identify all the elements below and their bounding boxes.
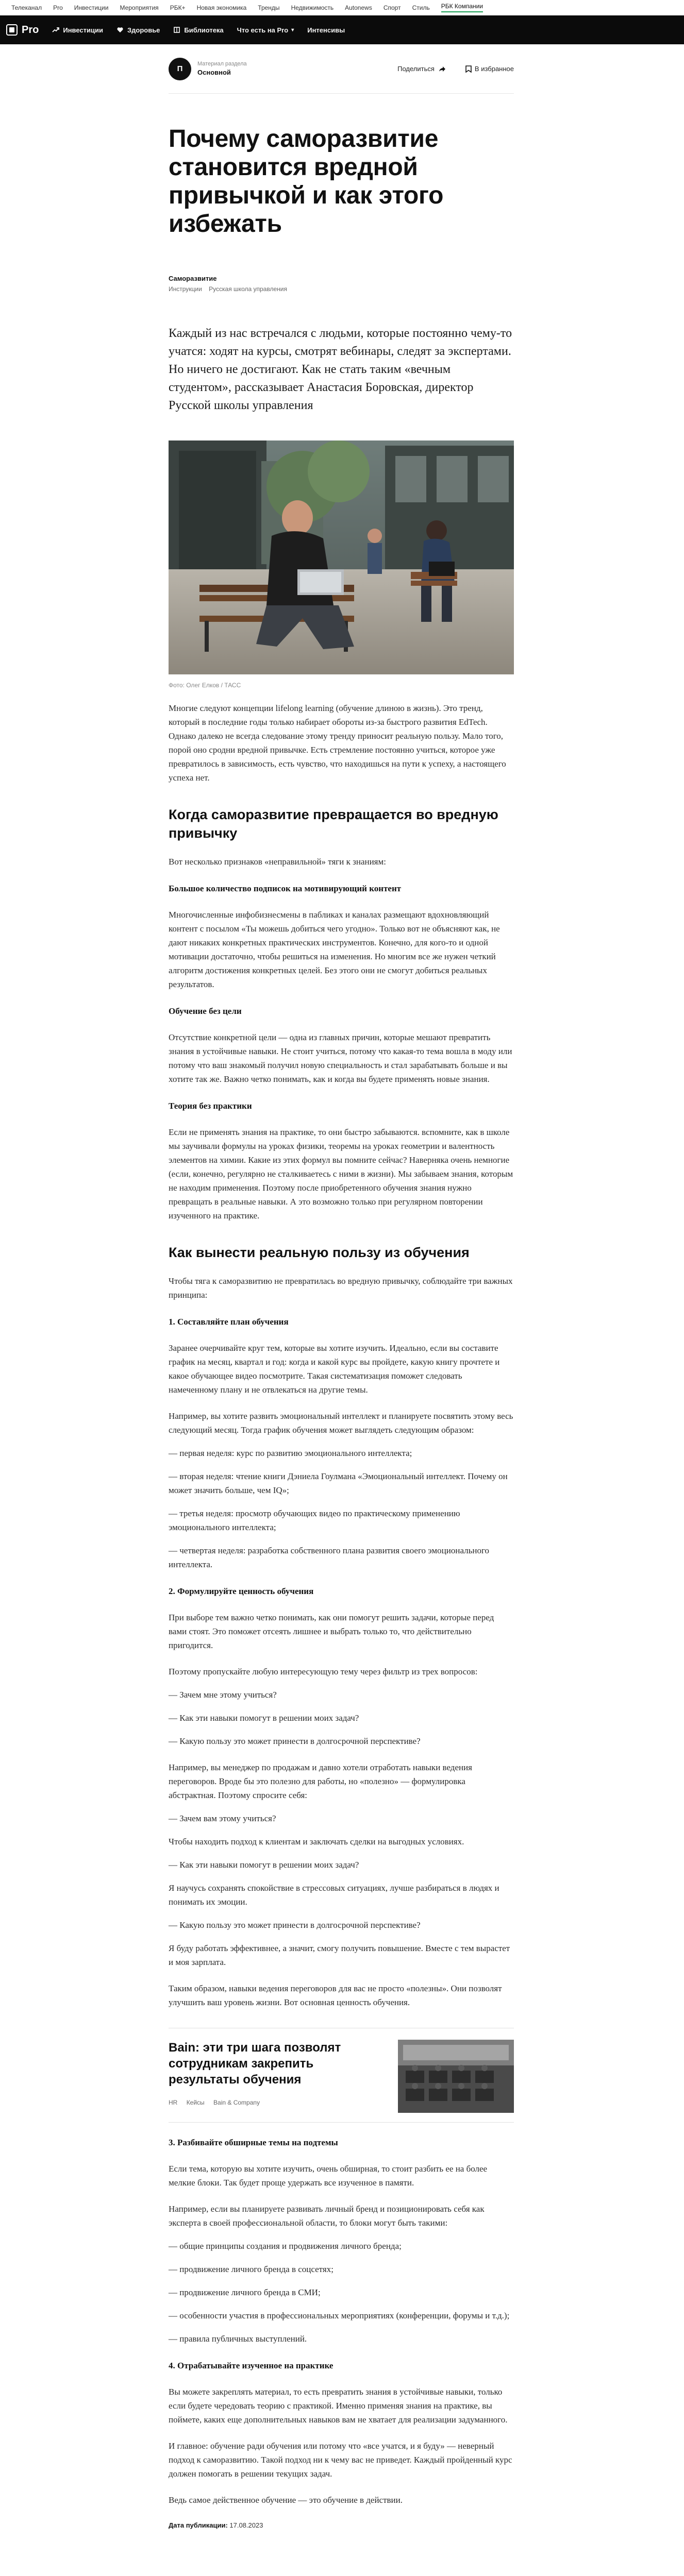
paragraph: Я буду работать эффективнее, а значит, смогу получить повышение. Вместе с тем вырастет и моя зарплата.: [169, 1943, 510, 1967]
rubric-meta: [197, 60, 397, 77]
list-item: — третья неделя: просмотр обучающих видео по практическому применению эмоционального интеллекта;: [169, 1509, 460, 1532]
article-lead: Каждый из нас встречался с людьми, которые постоянно чему-то учатся: ходят на курсы, смотрят вебинары, следят за экспертами. Но ничего не достигают. Как не стать таким «вечным студентом», рассказывает Анастасия Боровская, директор Русской школы управления: [169, 327, 512, 412]
top-nav: [0, 0, 684, 15]
article-photo: [169, 440, 514, 674]
subheading: 2. Формулируйте ценность обучения: [169, 1586, 314, 1596]
paragraph: И главное: обучение ради обучения или потому что «все учатся, и я буду» — неверный подход к саморазвитию. Такой подход ни к чему вас не приведет. Каждый пройденный курс должен помогать в решении текущих задач.: [169, 2441, 512, 2479]
rubric-name[interactable]: Основной: [197, 69, 231, 76]
pro-menu-label: Инвестиции: [63, 26, 103, 34]
pro-logo-text: Pro: [22, 24, 39, 36]
article: [169, 44, 514, 2529]
question-item: — Зачем мне этому учиться?: [169, 1690, 277, 1700]
article-title: Почему саморазвитие становится вредной привычкой и как этого избежать: [169, 125, 444, 238]
subheading: 3. Разбивайте обширные темы на подтемы: [169, 2138, 338, 2147]
pro-menu-intensives[interactable]: [307, 26, 345, 34]
paragraph: Если не применять знания на практике, то они быстро забываются. вспомните, как в школе мы заучивали формулы на уроках физики, теоремы на уроках геометрии и валентность элементов на химии. Какие из этих формул вы помните сейчас? Наверняка очень немногие (если, конечно, регулярно не сталкиваетесь с ними в жизни). Мы забываем знания, которым не находим применения. Поэтому после приобретенного обучения знания нужно превращать в реальные навыки. А это возможно только при регулярном повторении изученного на практике.: [169, 1127, 513, 1221]
subheading: Теория без практики: [169, 1101, 252, 1111]
share-arrow-icon: [439, 65, 446, 73]
top-nav-link[interactable]: Недвижимость: [291, 4, 334, 11]
publication-date-value: 17.08.2023: [229, 2521, 263, 2529]
related-tag[interactable]: HR: [169, 2099, 178, 2106]
pro-menu-label: Интенсивы: [307, 26, 345, 34]
paragraph: Заранее очерчивайте круг тем, которые вы хотите изучить. Идеально, если вы составите график на месяц, квартал и год: когда и какой курс вы пройдете, какую книгу прочтете и какое обучающее видео посмотрите. Такая систематизация поможет следовать намеченному плану и не отвлекаться на другие темы.: [169, 1343, 500, 1395]
paragraph: Вы можете закреплять материал, то есть превратить знания в устойчивые навыки, только если будете чередовать теорию с практикой. Именно применяя знания на практике, вы поймете, каких еще дополнительных навыков вам не хватает для реализации задуманного.: [169, 2387, 508, 2425]
paragraph: Отсутствие конкретной цели — одна из главных причин, которые мешают превратить знания в устойчивые навыки. Не стоит учиться, потому что какая-то тема вошла в моду или потому что ваш знакомый получил новую специальность и стал зарабатывать больше и вы хотите так же. Важно четко понимать, как и когда вы будете применять новые знания.: [169, 1032, 512, 1084]
list-item: — вторая неделя: чтение книги Дэниела Гоулмана «Эмоциональный интеллект. Почему он может значить больше, чем IQ»;: [169, 1471, 508, 1495]
pro-menu-label: Библиотека: [184, 26, 224, 34]
photo-credit: Фото: Олег Елков / ТАСС: [169, 682, 241, 689]
top-nav-link[interactable]: Стиль: [412, 4, 430, 11]
pro-menu-library[interactable]: [173, 26, 223, 34]
author-name[interactable]: Саморазвитие: [169, 275, 217, 282]
top-nav-link[interactable]: Pro: [53, 4, 63, 11]
top-nav-link[interactable]: Телеканал: [11, 4, 42, 11]
paragraph: Например, если вы планируете развивать личный бренд и позиционировать себя как эксперта в своей профессиональной области, то блоки могут быть такими:: [169, 2204, 485, 2228]
top-nav-link[interactable]: Инвестиции: [74, 4, 109, 11]
growth-icon: [52, 26, 59, 33]
top-nav-link[interactable]: Спорт: [383, 4, 401, 11]
subheading: 1. Составляйте план обучения: [169, 1317, 289, 1327]
paragraph: Многочисленные инфобизнесмены в пабликах и каналах размещают вдохновляющий контент с посылом «Ты можешь добиться чего угодно». Только вот не объясняют как, не дают никаких конкретных практических инструментов. Конечно, для кого-то и одной мотивации достаточно, чтобы решиться на изменения. Но многим все же нужен четкий алгоритм достижения конкретных целей. Без этого они не смогут добиться реальных результатов.: [169, 910, 500, 989]
author-tags: [169, 284, 514, 294]
related-article-text: [169, 2040, 398, 2113]
paragraph: Вот несколько признаков «неправильной» тяги к знаниям:: [169, 857, 386, 867]
paragraph: Например, вы менеджер по продажам и давно хотели отработать навыки ведения переговоров. Вроде бы это полезно для работы, но «полезно» — формулировка абстрактная. Поэтому спросите себя:: [169, 1762, 472, 1800]
list-item: — продвижение личного бренда в соцсетях;: [169, 2264, 333, 2274]
subheading: Большое количество подписок на мотивирующий контент: [169, 884, 402, 893]
paragraph: Таким образом, навыки ведения переговоров для вас не просто «полезны». Они позволят улучшить ваш уровень жизни. Вот основная ценность обучения.: [169, 1984, 502, 2007]
paragraph: Если тема, которую вы хотите изучить, очень обширная, то стоит разбить ее на более мелкие блоки. Так будет проще удержать все изученное в памяти.: [169, 2164, 488, 2188]
favorites-button[interactable]: [465, 65, 514, 73]
question-item: — Как эти навыки помогут в решении моих задач?: [169, 1713, 359, 1723]
paragraph: Например, вы хотите развить эмоциональный интеллект и планируете посвятить этому весь следующий месяц. Тогда график обучения может выглядеть следующим образом:: [169, 1411, 513, 1435]
list-item: — первая неделя: курс по развитию эмоционального интеллекта;: [169, 1448, 412, 1458]
rubric-caption: Материал раздела: [197, 61, 247, 67]
list-item: — четвертая неделя: разработка собственного плана развития своего эмоционального интеллекта.: [169, 1546, 490, 1569]
publication-date-label: Дата публикации:: [169, 2521, 228, 2529]
top-nav-link[interactable]: РБК+: [170, 4, 186, 11]
publication-date: [169, 2521, 514, 2529]
question-item: — Зачем вам этому учиться?: [169, 1814, 276, 1823]
bookmark-icon: [465, 65, 472, 73]
related-tag[interactable]: Bain & Company: [213, 2099, 260, 2106]
top-nav-link[interactable]: Новая экономика: [196, 4, 247, 11]
list-item: — общие принципы создания и продвижения личного бренда;: [169, 2241, 402, 2251]
paragraph: При выборе тем важно четко понимать, как они помогут решить задачи, которые перед вами стоят. Это поможет отсеять лишнее и выбрать только то, что действительно пригодится.: [169, 1613, 494, 1650]
pro-bar: [0, 15, 684, 44]
list-item: — правила публичных выступлений.: [169, 2334, 307, 2344]
article-body: [169, 701, 514, 2529]
section-heading: Когда саморазвитие превращается во вредную привычку: [169, 807, 498, 841]
pro-menu-label: Здоровье: [127, 26, 160, 34]
article-header: [169, 44, 514, 94]
pro-logo-mark-icon: [6, 24, 18, 36]
related-article-card[interactable]: [169, 2028, 514, 2123]
top-nav-link[interactable]: Мероприятия: [120, 4, 159, 11]
subheading: 4. Отрабатывайте изученное на практике: [169, 2361, 333, 2370]
author-tag[interactable]: Русская школа управления: [209, 285, 287, 293]
rubric-logo[interactable]: П: [169, 58, 191, 80]
top-nav-link-active[interactable]: РБК Компании: [441, 3, 483, 12]
paragraph: Я научусь сохранять спокойствие в стрессовых ситуациях, лучше разбираться в людях и понимать их эмоции.: [169, 1883, 499, 1907]
heart-icon: [116, 26, 124, 33]
top-nav-link[interactable]: Тренды: [258, 4, 280, 11]
question-item: — Какую пользу это может принести в долгосрочной перспективе?: [169, 1736, 421, 1746]
book-icon: [173, 26, 180, 33]
chevron-down-icon: ▾: [291, 27, 294, 33]
paragraph: Ведь самое действенное обучение — это обучение в действии.: [169, 2495, 403, 2505]
pro-menu-investments[interactable]: [52, 26, 103, 34]
related-tag[interactable]: Кейсы: [186, 2099, 205, 2106]
paragraph: Чтобы тяга к саморазвитию не превратилась во вредную привычку, соблюдайте три важных принципа:: [169, 1276, 513, 1300]
subheading: Обучение без цели: [169, 1006, 242, 1016]
pro-menu-label: Что есть на Pro: [237, 26, 289, 34]
list-item: — продвижение личного бренда в СМИ;: [169, 2287, 321, 2297]
share-button[interactable]: [397, 65, 446, 73]
question-item: — Какую пользу это может принести в долгосрочной перспективе?: [169, 1920, 421, 1930]
pro-menu-whats-on-pro[interactable]: [237, 26, 294, 34]
favorites-label: В избранное: [474, 65, 514, 73]
question-item: — Как эти навыки помогут в решении моих задач?: [169, 1860, 359, 1870]
paragraph: Поэтому пропускайте любую интересующую тему через фильтр из трех вопросов:: [169, 1667, 478, 1676]
related-article-tags: [169, 2099, 388, 2106]
share-label: Поделиться: [397, 65, 435, 73]
related-article-image: [398, 2040, 514, 2113]
paragraph: Многие следуют концепции lifelong learning (обучение длиною в жизнь). Это тренд, который в последние годы только набирает обороты из-за быстрого развития EdTech. Однако далеко не всегда следование этому тренду приносит реальную пользу. Мало того, порой оно сродни вредной привычке. Есть стремление постоянно учиться, которое уже превратилось в зависимость, есть чувство, что находишься на пути к успеху, а настоящего успеха нет.: [169, 703, 506, 783]
section-heading: Как вынести реальную пользу из обучения: [169, 1245, 470, 1260]
pro-logo[interactable]: [6, 24, 39, 36]
author-block: [169, 274, 514, 294]
paragraph: Чтобы находить подход к клиентам и заключать сделки на выгодных условиях.: [169, 1837, 464, 1846]
top-nav-link[interactable]: Autonews: [345, 4, 372, 11]
related-article-title[interactable]: Bain: эти три шага позволят сотрудникам закрепить результаты обучения: [169, 2041, 341, 2087]
list-item: — особенности участия в профессиональных мероприятиях (конференции, форумы и т.д.);: [169, 2311, 510, 2320]
author-tag[interactable]: Инструкции: [169, 285, 202, 293]
pro-menu-health[interactable]: [116, 26, 160, 34]
